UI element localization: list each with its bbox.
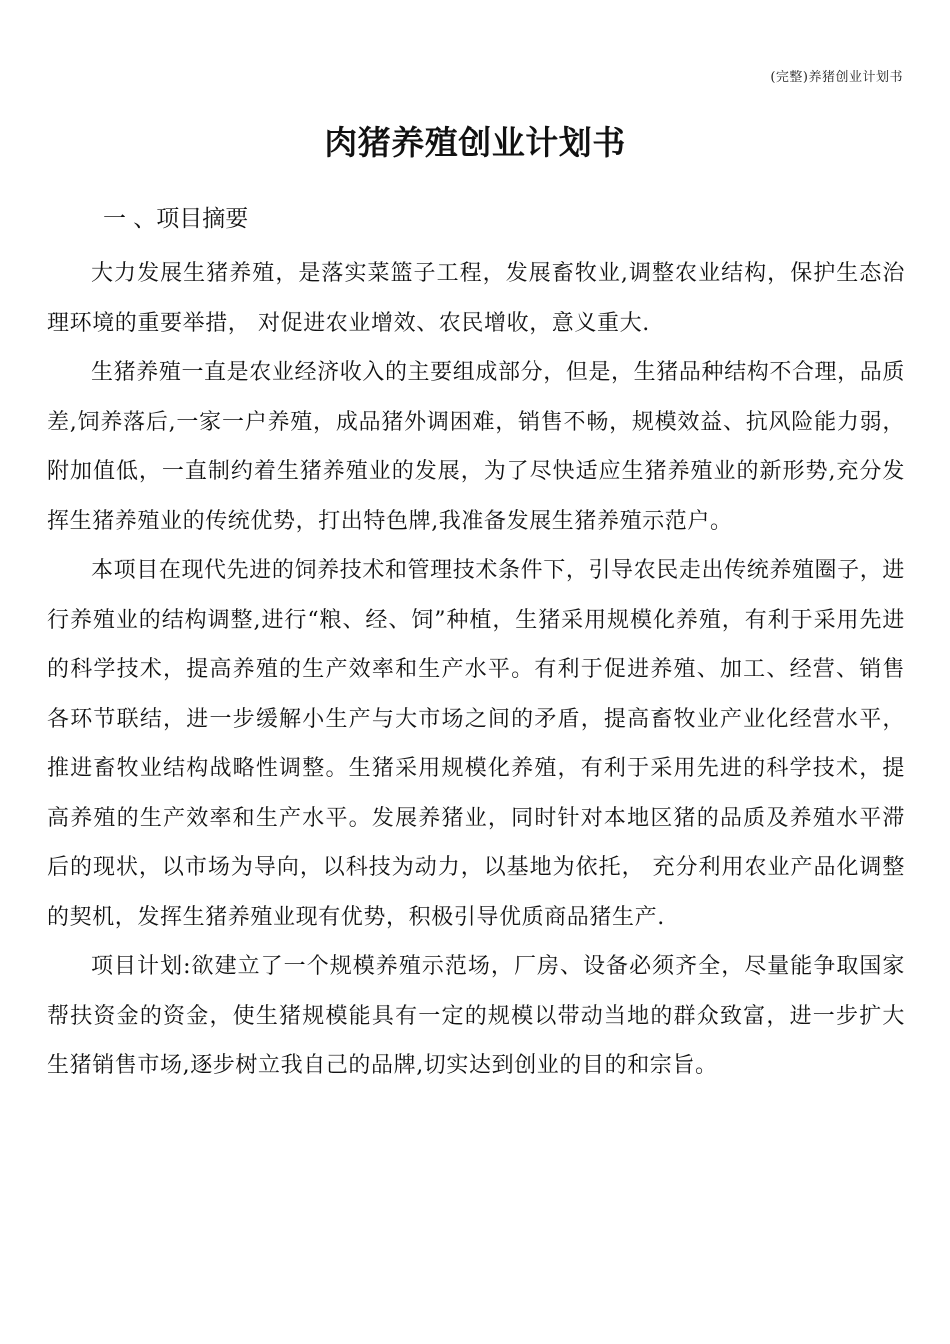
paragraph: 生猪养殖一直是农业经济收入的主要组成部分，但是，生猪品种结构不合理，品质差,饲养落后,一家一户养殖，成品猪外调困难，销售不畅，规模效益、抗风险能力弱，附加值低，一直制约着生猪养殖业的发展，为了尽快适应生猪养殖业的新形势,充分发挥生猪养殖业的传统优势，打出特色牌,我准备发展生猪养殖示范户。 [47, 360, 905, 534]
paragraph: 本项目在现代先进的饲养技术和管理技术条件下，引导农民走出传统养殖圈子，进行养殖业的结构调整,进行“粮、经、饲”种植，生猪采用规模化养殖，有利于采用先进的科学技术，提高养殖的生产效率和生产水平。有利于促进养殖、加工、经营、销售各环节联结，进一步缓解小生产与大市场之间的矛盾，提高畜牧业产业化经营水平，推进畜牧业结构战略性调整。生猪采用规模化养殖，有利于采用先进的科学技术，提高养殖的生产效率和生产水平。发展养猪业，同时针对本地区猪的品质及养殖水平滞后的现状，以市场为导向，以科技为动力，以基地为依托， 充分利用农业产品化调整的契机，发挥生猪养殖业现有优势，积极引导优质商品猪生产. [47, 558, 905, 930]
document-body [47, 249, 905, 1091]
running-header: (完整)养猪创业计划书 [770, 70, 903, 85]
section-heading: 一 、项目摘要 [103, 206, 249, 232]
paragraph: 大力发展生猪养殖，是落实菜篮子工程，发展畜牧业,调整农业结构，保护生态治理环境的重要举措， 对促进农业增效、农民增收，意义重大. [47, 261, 905, 336]
paragraph: 项目计划:欲建立了一个规模养殖示范场，厂房、设备必须齐全，尽量能争取国家帮扶资金的资金，使生猪规模能具有一定的规模以带动当地的群众致富，进一步扩大生猪销售市场,逐步树立我自己的品牌,切实达到创业的目的和宗旨。 [47, 954, 905, 1078]
document-title: 肉猪养殖创业计划书 [324, 123, 626, 163]
